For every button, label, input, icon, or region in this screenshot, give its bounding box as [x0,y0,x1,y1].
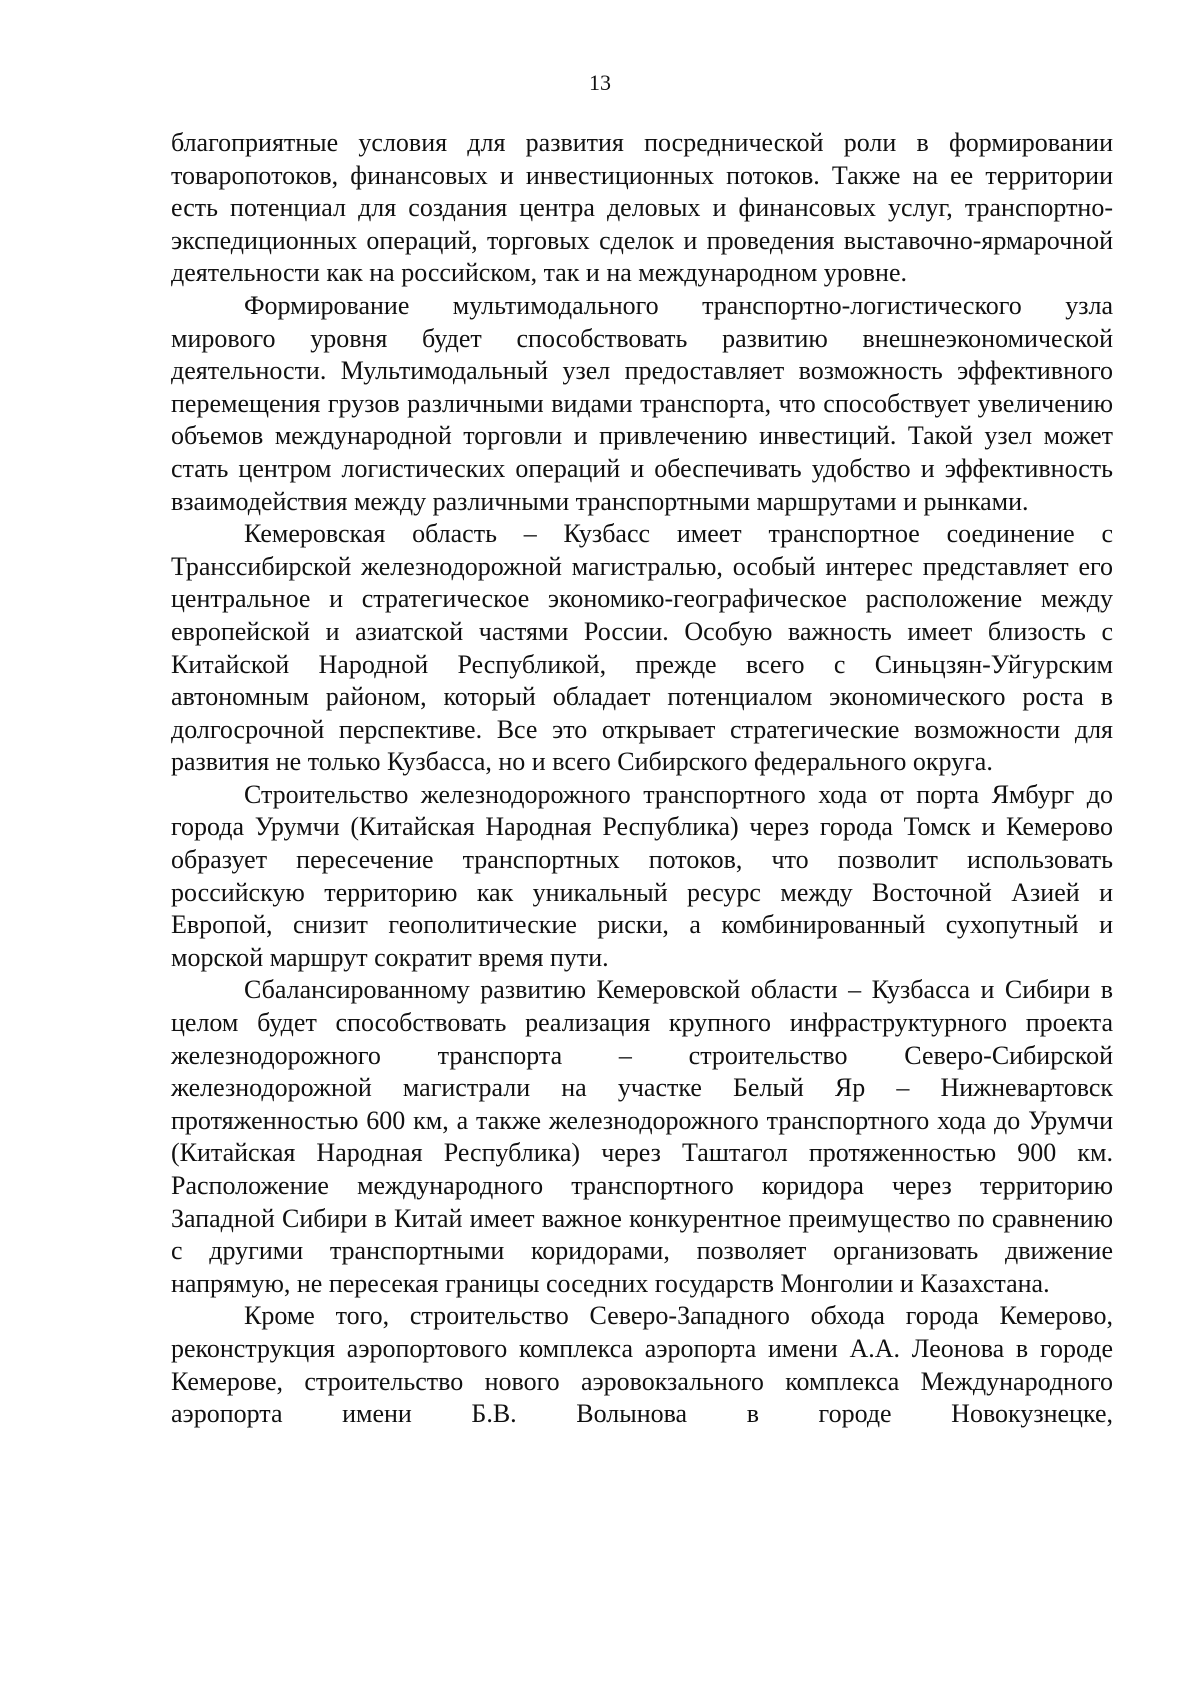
paragraph-1: благоприятные условия для развития посреднической роли в формировании товаропотоков, финансовых и инвестиционных потоков. Также на ее территории есть потенциал для создания центра деловых и финансовых услуг, транспортно-экспедиционных операций, торговых сделок и проведения выставочно-ярмарочной деятельности как на российском, так и на международном уровне. [171,128,1113,288]
paragraph-6: Кроме того, строительство Северо-Западного обхода города Кемерово, реконструкция аэропортового комплекса аэропорта имени А.А. Леонова в городе Кемерове, строительство нового аэровокзального комплекса Международного аэропорта имени Б.В. Волынова в городе Новокузнецке, [171,1301,1113,1429]
paragraph-3: Кемеровская область – Кузбасс имеет транспортное соединение с Транссибирской железнодорожной магистралью, особый интерес представляет его центральное и стратегическое экономико-географическое расположение между европейской и азиатской частями России. Особую важность имеет близость с Китайской Народной Республикой, прежде всего с Синьцзян-Уйгурским автономным районом, который обладает потенциалом экономического роста в долгосрочной перспективе. Все это открывает стратегические возможности для развития не только Кузбасса, но и всего Сибирского федерального округа. [171,519,1113,777]
paragraph-4: Строительство железнодорожного транспортного хода от порта Ямбург до города Урумчи (Китайская Народная Республика) через города Томск и Кемерово образует пересечение транспортных потоков, что позволит использовать российскую территорию как уникальный ресурс между Восточной Азией и Европой, снизит геополитические риски, а комбинированный сухопутный и морской маршрут сократит время пути. [171,779,1113,972]
document-body [171,127,1113,1431]
paragraph-2: Формирование мультимодального транспортно-логистического узла мирового уровня будет способствовать развитию внешнеэкономической деятельности. Мультимодальный узел предоставляет возможность эффективного перемещения грузов различными видами транспорта, что способствует увеличению объемов международной торговли и привлечению инвестиций. Такой узел может стать центром логистических операций и обеспечивать удобство и эффективность взаимодействия между различными транспортными маршрутами и рынками. [171,290,1113,516]
paragraph-5: Сбалансированному развитию Кемеровской области – Кузбасса и Сибири в целом будет способствовать реализация крупного инфраструктурного проекта железнодорожного транспорта – строительство Северо-Сибирской железнодорожной магистрали на участке Белый Яр – Нижневартовск протяженностью 600 км, а также железнодорожного транспортного хода до Урумчи (Китайская Народная Республика) через Таштагол протяженностью 900 км. Расположение международного транспортного коридора через территорию Западной Сибири в Китай имеет важное конкурентное преимущество по сравнению с другими транспортными коридорами, позволяет организовать движение напрямую, не пересекая границы соседних государств Монголии и Казахстана. [171,975,1113,1298]
page-number: 13 [589,70,611,95]
